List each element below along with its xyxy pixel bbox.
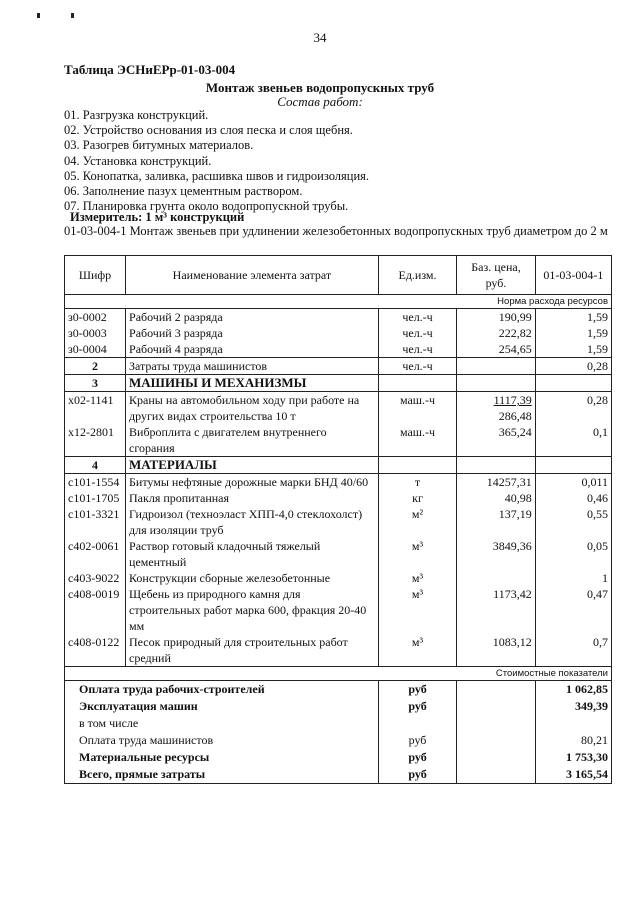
row-code: х12-2801 xyxy=(65,424,126,457)
work-step: 05. Конопатка, заливка, расшивка швов и гидроизоляция. xyxy=(64,168,370,183)
row-name: Битумы нефтяные дорожные марки БНД 40/60 xyxy=(126,474,379,491)
row-code: х02-1141 xyxy=(65,392,126,425)
row-name: Краны на автомобильном ходу при работе на других видах строительства 10 т xyxy=(126,392,379,425)
total-value: 3 165,54 xyxy=(535,766,611,784)
row-name: Гидроизол (техноэласт ХПП-4,0 стеклохолст) для изоляции труб xyxy=(126,506,379,538)
row-price xyxy=(457,358,535,375)
total-value: 1 062,85 xyxy=(535,681,611,699)
row-norm: 0,28 xyxy=(535,392,611,425)
row-unit: м³ xyxy=(378,538,456,570)
section-name: МАТЕРИАЛЫ xyxy=(126,457,379,474)
row-price xyxy=(457,392,535,425)
row-unit: м² xyxy=(378,506,456,538)
table-row xyxy=(65,634,612,667)
row-price: 137,19 xyxy=(457,506,535,538)
row-code: 2 xyxy=(65,358,126,375)
row-norm: 0,1 xyxy=(535,424,611,457)
row-norm: 0,47 xyxy=(535,586,611,634)
section-row-machines xyxy=(65,375,612,392)
header-norm: 01-03-004-1 xyxy=(535,256,611,295)
table-row xyxy=(65,424,612,457)
total-value: 349,39 xyxy=(535,698,611,715)
table-row xyxy=(65,341,612,358)
header-code: Шифр xyxy=(65,256,126,295)
table-row xyxy=(65,474,612,491)
row-price: 190,99 xyxy=(457,309,535,326)
total-row xyxy=(65,715,612,732)
table-header-row xyxy=(65,256,612,295)
cost-note-row xyxy=(65,667,612,681)
measure-unit: Измеритель: 1 м³ конструкций xyxy=(70,210,245,224)
row-norm: 0,011 xyxy=(535,474,611,491)
total-row xyxy=(65,766,612,784)
total-name: в том числе xyxy=(65,715,379,732)
row-price: 1083,12 xyxy=(457,634,535,667)
work-step: 02. Устройство основания из слоя песка и слоя щебня. xyxy=(64,123,353,138)
norm-description: 01-03-004-1 Монтаж звеньев при удлинении железобетонных водопропускных труб диаметром до 2 м xyxy=(64,224,608,238)
row-norm: 0,28 xyxy=(535,358,611,375)
section-code: 4 xyxy=(65,457,126,474)
row-price: 365,24 xyxy=(457,424,535,457)
table-row xyxy=(65,490,612,506)
row-price-operator: 286,48 xyxy=(498,409,532,423)
section-name: МАШИНЫ И МЕХАНИЗМЫ xyxy=(126,375,379,392)
composition-title: Состав работ: xyxy=(277,94,363,109)
norm-note: Норма расхода ресурсов xyxy=(65,295,612,309)
header-unit: Ед.изм. xyxy=(378,256,456,295)
row-norm: 1,59 xyxy=(535,309,611,326)
row-norm: 1,59 xyxy=(535,325,611,341)
row-name: Раствор готовый кладочный тяжелый цементный xyxy=(126,538,379,570)
row-norm: 0,55 xyxy=(535,506,611,538)
total-name: Материальные ресурсы xyxy=(65,749,379,766)
table-row xyxy=(65,392,612,425)
total-value: 1 753,30 xyxy=(535,749,611,766)
row-price: 254,65 xyxy=(457,341,535,358)
row-unit: кг xyxy=(378,490,456,506)
row-code: з0-0003 xyxy=(65,325,126,341)
page-number: 34 xyxy=(313,30,327,45)
total-value xyxy=(535,715,611,732)
section-title: Монтаж звеньев водопропускных труб xyxy=(205,80,435,95)
work-step: 01. Разгрузка конструкций. xyxy=(64,108,209,122)
row-unit: чел.-ч xyxy=(378,358,456,375)
total-unit: руб xyxy=(378,698,456,715)
row-name: Затраты труда машинистов xyxy=(126,358,379,375)
row-price xyxy=(457,570,535,586)
scan-mark xyxy=(37,13,40,18)
row-name: Рабочий 4 разряда xyxy=(126,341,379,358)
table-row xyxy=(65,586,612,634)
row-name: Песок природный для строительных работ средний xyxy=(126,634,379,667)
row-code: с408-0122 xyxy=(65,634,126,667)
resource-table xyxy=(64,255,612,784)
work-step: 03. Разогрев битумных материалов. xyxy=(64,138,254,153)
header-name: Наименование элемента затрат xyxy=(126,256,379,295)
row-code: с101-1705 xyxy=(65,490,126,506)
scan-mark xyxy=(71,13,74,18)
row-name: Щебень из природного камня для строительных работ марка 600, фракция 20-40 мм xyxy=(126,586,379,634)
row-unit: маш.-ч xyxy=(378,392,456,425)
work-step: 04. Установка конструкций. xyxy=(64,153,212,168)
row-name: Рабочий 3 разряда xyxy=(126,325,379,341)
total-name: Всего, прямые затраты xyxy=(65,766,379,784)
row-code: с101-3321 xyxy=(65,506,126,538)
header-price: Баз. цена, руб. xyxy=(457,256,535,295)
row-code: с403-9022 xyxy=(65,570,126,586)
total-unit: руб xyxy=(378,732,456,749)
total-value: 80,21 xyxy=(535,732,611,749)
row-unit: чел.-ч xyxy=(378,341,456,358)
cost-note: Стоимостные показатели xyxy=(65,667,612,681)
row-name: Рабочий 2 разряда xyxy=(126,309,379,326)
row-price: 3849,36 xyxy=(457,538,535,570)
total-name: Оплата труда машинистов xyxy=(65,732,379,749)
total-row xyxy=(65,732,612,749)
table-row xyxy=(65,538,612,570)
section-code: 3 xyxy=(65,375,126,392)
row-code: с408-0019 xyxy=(65,586,126,634)
row-price-main: 1117,39 xyxy=(493,393,532,407)
total-unit: руб xyxy=(378,766,456,784)
table-row xyxy=(65,325,612,341)
row-norm: 0,46 xyxy=(535,490,611,506)
table-row xyxy=(65,309,612,326)
work-steps-list xyxy=(64,108,369,214)
row-code: з0-0002 xyxy=(65,309,126,326)
work-step: 07. Планировка грунта около водопропускной трубы. xyxy=(64,199,349,214)
total-name: Эксплуатация машин xyxy=(65,698,379,715)
row-price: 14257,31 xyxy=(457,474,535,491)
row-unit: чел.-ч xyxy=(378,325,456,341)
row-unit: м³ xyxy=(378,570,456,586)
row-norm: 1 xyxy=(535,570,611,586)
row-unit: м³ xyxy=(378,586,456,634)
row-name: Пакля пропитанная xyxy=(126,490,379,506)
row-code: с101-1554 xyxy=(65,474,126,491)
row-code: з0-0004 xyxy=(65,341,126,358)
row-unit: чел.-ч xyxy=(378,309,456,326)
total-row xyxy=(65,681,612,699)
row-price: 40,98 xyxy=(457,490,535,506)
row-code: с402-0061 xyxy=(65,538,126,570)
row-unit: маш.-ч xyxy=(378,424,456,457)
row-price: 1173,42 xyxy=(457,586,535,634)
row-unit: м³ xyxy=(378,634,456,667)
total-row xyxy=(65,749,612,766)
row-price: 222,82 xyxy=(457,325,535,341)
row-norm: 0,7 xyxy=(535,634,611,667)
total-unit: руб xyxy=(378,681,456,699)
row-norm: 1,59 xyxy=(535,341,611,358)
row-unit: т xyxy=(378,474,456,491)
table-title: Таблица ЭСНиЕРр-01-03-004 xyxy=(64,62,236,77)
work-step: 06. Заполнение пазух цементным раствором. xyxy=(64,184,303,199)
total-unit xyxy=(378,715,456,732)
operator-row xyxy=(65,358,612,375)
row-name: Виброплита с двигателем внутреннего сгорания xyxy=(126,424,379,457)
table-row xyxy=(65,570,612,586)
row-name: Конструкции сборные железобетонные xyxy=(126,570,379,586)
table-row xyxy=(65,506,612,538)
total-name: Оплата труда рабочих-строителей xyxy=(65,681,379,699)
row-norm: 0,05 xyxy=(535,538,611,570)
norm-note-row xyxy=(65,295,612,309)
section-row-materials xyxy=(65,457,612,474)
total-unit: руб xyxy=(378,749,456,766)
total-row xyxy=(65,698,612,715)
